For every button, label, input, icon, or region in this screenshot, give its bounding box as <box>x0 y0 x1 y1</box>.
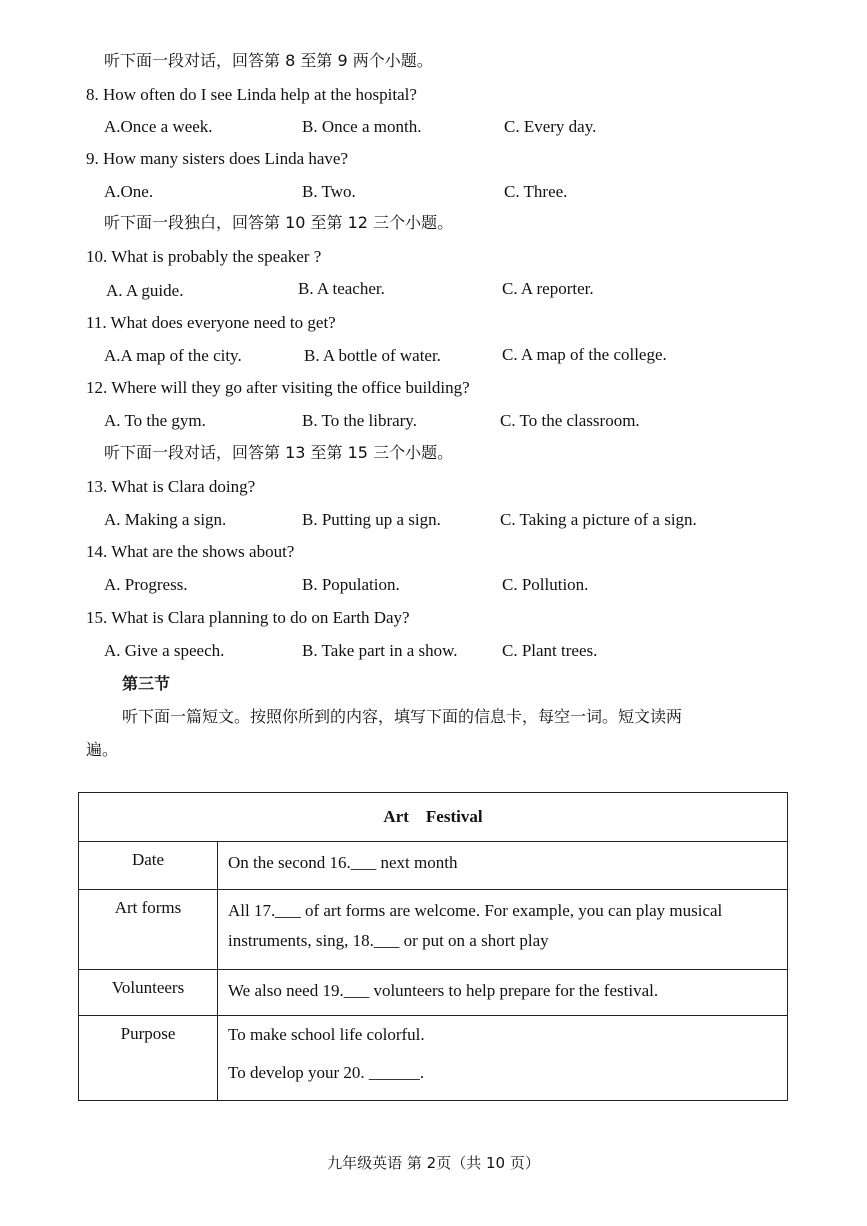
option-12c: C. To the classroom. <box>500 411 640 430</box>
row-content-art-forms <box>218 890 788 970</box>
row-content-date <box>218 842 788 890</box>
option-11b: B. A bottle of water. <box>304 346 441 365</box>
question-10: 10. What is probably the speaker ? <box>86 247 322 266</box>
option-8a: A.Once a week. <box>104 117 213 136</box>
page-footer: 九年级英语 第 2页（共 10 页） <box>327 1154 540 1172</box>
row-label-purpose: Purpose <box>79 1016 218 1101</box>
section-3-instruction-line-1: 听下面一篇短文。按照你所到的内容，填写下面的信息卡，每空一词。短文读两 <box>122 707 683 726</box>
art-forms-line-2: instruments, sing, 18.___ or put on a short play <box>228 931 549 950</box>
option-14b: B. Population. <box>302 575 400 594</box>
row-content-volunteers <box>218 970 788 1016</box>
option-14a: A. Progress. <box>104 575 188 594</box>
purpose-line-1: To make school life colorful. <box>228 1025 425 1044</box>
instruction-dialog-13-15: 听下面一段对话，回答第 13 至第 15 三个小题。 <box>104 443 454 462</box>
option-9c: C. Three. <box>504 182 568 201</box>
option-15a: A. Give a speech. <box>104 641 225 660</box>
row-label-volunteers: Volunteers <box>79 970 218 1016</box>
instruction-dialog-8-9: 听下面一段对话，回答第 8 至第 9 两个小题。 <box>104 51 433 70</box>
option-12a: A. To the gym. <box>104 411 206 430</box>
question-15: 15. What is Clara planning to do on Earth Day? <box>86 608 410 627</box>
option-10c: C. A reporter. <box>502 279 594 298</box>
option-11c: C. A map of the college. <box>502 345 667 364</box>
instruction-monologue-10-12: 听下面一段独白，回答第 10 至第 12 三个小题。 <box>104 213 454 232</box>
option-12b: B. To the library. <box>302 411 417 430</box>
option-10b: B. A teacher. <box>298 279 385 298</box>
row-content-purpose <box>218 1016 788 1101</box>
option-9b: B. Two. <box>302 182 356 201</box>
option-9a: A.One. <box>104 182 154 201</box>
question-9: 9. How many sisters does Linda have? <box>86 149 349 168</box>
section-3-instruction-line-2: 遍。 <box>86 740 119 759</box>
row-label-date: Date <box>79 842 218 890</box>
question-12: 12. Where will they go after visiting the office building? <box>86 378 470 397</box>
option-8c: C. Every day. <box>504 117 597 136</box>
question-13: 13. What is Clara doing? <box>86 477 256 496</box>
info-card-table <box>78 792 788 1101</box>
info-card-title: Art Festival <box>79 793 788 842</box>
option-15c: C. Plant trees. <box>502 641 598 660</box>
option-13c: C. Taking a picture of a sign. <box>500 510 697 529</box>
option-13b: B. Putting up a sign. <box>302 510 441 529</box>
option-14c: C. Pollution. <box>502 575 589 594</box>
section-3-title: 第三节 <box>122 674 171 693</box>
option-13a: A. Making a sign. <box>104 510 227 529</box>
question-11: 11. What does everyone need to get? <box>86 313 336 332</box>
art-forms-line-1: All 17.___ of art forms are welcome. For example, you can play musical <box>228 901 723 920</box>
question-8: 8. How often do I see Linda help at the hospital? <box>86 85 417 104</box>
option-10a: A. A guide. <box>106 281 184 300</box>
option-8b: B. Once a month. <box>302 117 422 136</box>
row-label-art-forms: Art forms <box>79 890 218 970</box>
purpose-line-2: To develop your 20. ______. <box>228 1063 425 1082</box>
volunteers-line-1: We also need 19.___ volunteers to help prepare for the festival. <box>228 981 659 1000</box>
option-15b: B. Take part in a show. <box>302 641 458 660</box>
question-14: 14. What are the shows about? <box>86 542 295 561</box>
date-line-1: On the second 16.___ next month <box>228 853 458 872</box>
option-11a: A.A map of the city. <box>104 346 242 365</box>
